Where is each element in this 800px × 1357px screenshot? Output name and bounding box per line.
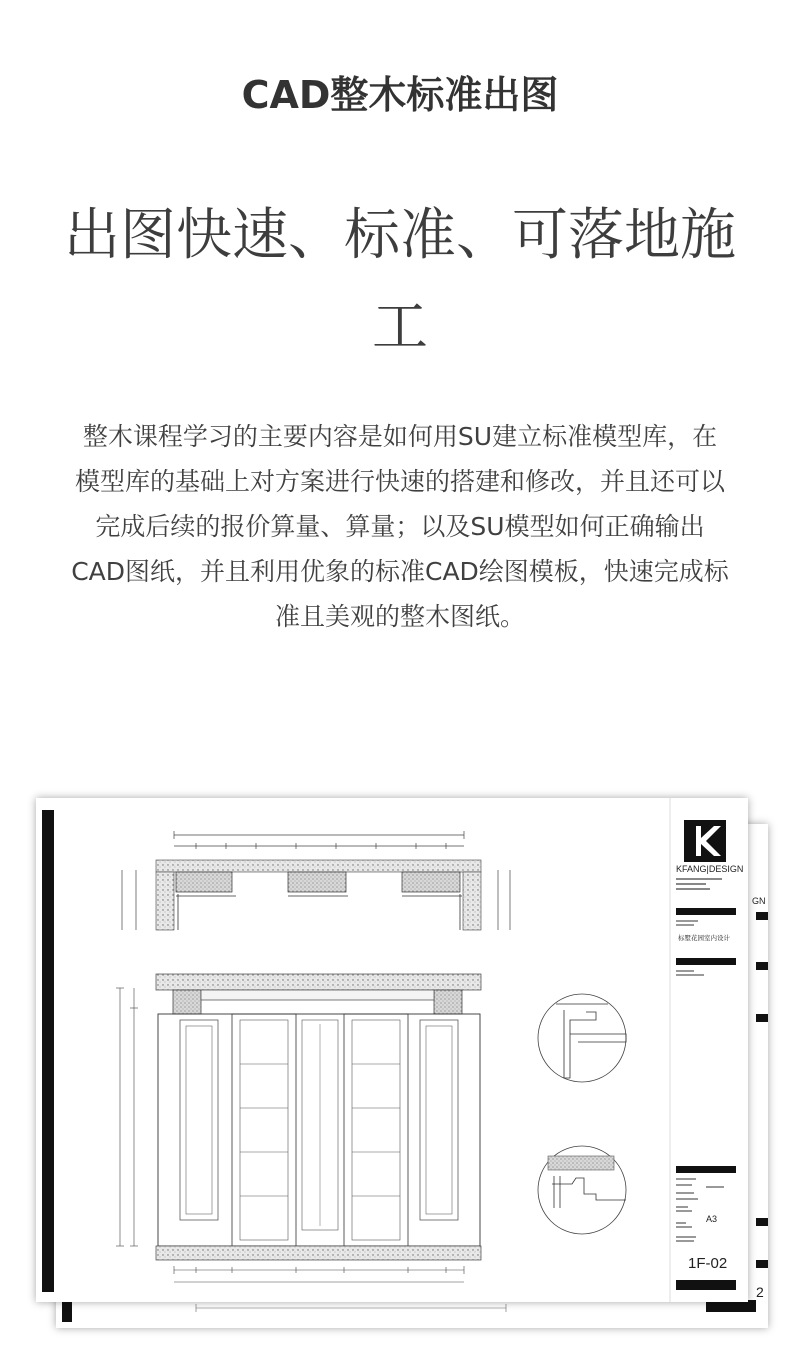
body-line: CAD图纸，并且利用优象的标准CAD绘图模板，快速完成标 (71, 557, 729, 586)
body-paragraph (12, 414, 788, 639)
body-line: 模型库的基础上对方案进行快速的搭建和修改，并且还可以 (74, 467, 725, 496)
paper-size: A3 (706, 1214, 718, 1224)
body-line: 整木课程学习的主要内容是如何用SU建立标准模型库，在 (82, 422, 718, 451)
body-line: 准且美观的整木图纸。 (274, 602, 525, 631)
headline-line: 出图快速、标准、可落地施 (64, 203, 736, 268)
page-title: CAD整木标准出图 (241, 73, 559, 117)
brand-name: KFANG|DESIGN (676, 864, 744, 874)
back-sheet-number-fragment: 2 (756, 1284, 764, 1300)
sheet-number: 1F-02 (688, 1255, 728, 1272)
headline-line: 工 (372, 295, 428, 360)
headline (20, 190, 780, 374)
front-drawing-sheet (36, 798, 748, 1302)
back-sheet-brand-fragment: GN (752, 896, 766, 906)
kfang-logo-icon (684, 820, 726, 862)
body-line: 完成后续的报价算量、算量；以及SU模型如何正确输出 (95, 512, 705, 541)
project-name: 标墅花园室内设计 (678, 935, 730, 942)
drawing-sheets-image (36, 798, 776, 1338)
